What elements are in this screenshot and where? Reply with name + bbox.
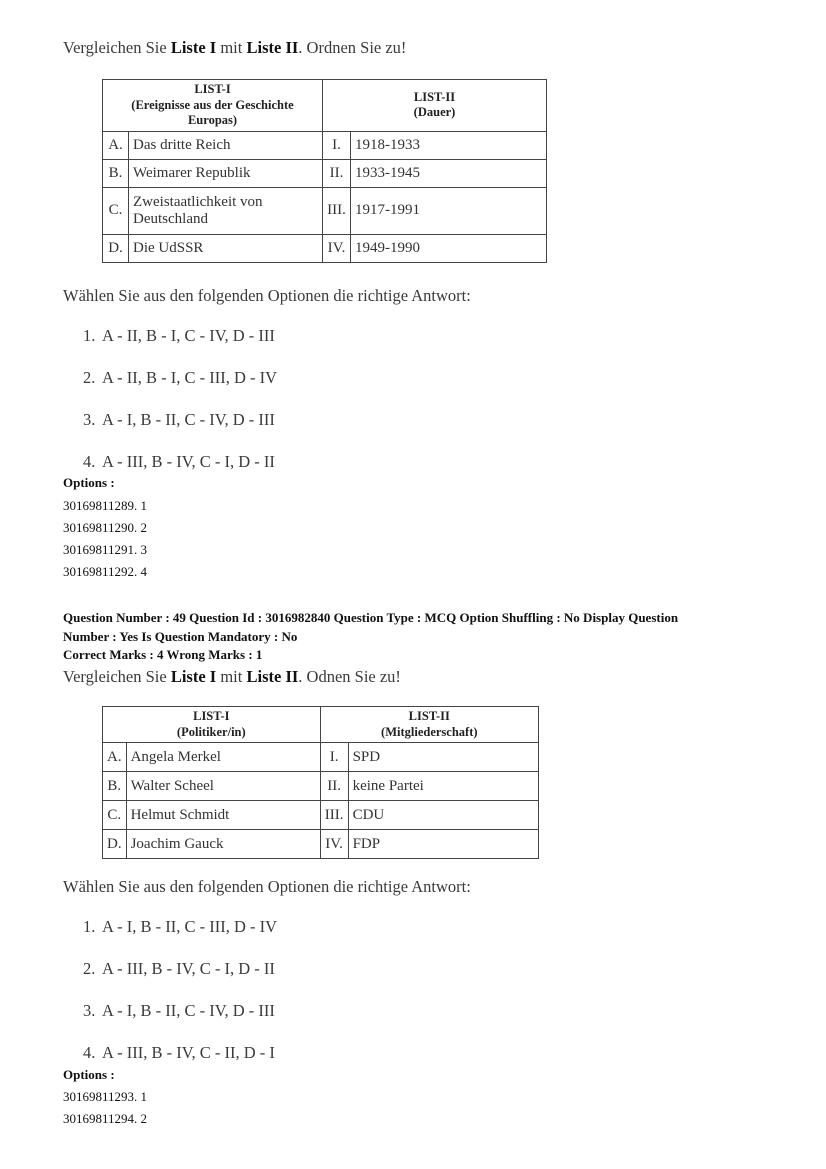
- option-id: 30169811294. 2: [63, 1111, 148, 1126]
- table-header-row: [103, 707, 539, 743]
- q49-prompt: [63, 667, 401, 687]
- option-id: 30169811289. 1: [63, 498, 148, 513]
- prompt-list1: Liste I: [170, 38, 217, 57]
- table-row: B. Weimarer Republik II. 1933-1945: [103, 159, 547, 187]
- list1-header: LIST-I (Ereignisse aus der Geschichte Europas): [103, 80, 323, 132]
- prompt-list2: Liste II: [246, 667, 299, 686]
- table-row: A. Das dritte Reich I. 1918-1933: [103, 131, 547, 159]
- prompt-list2: Liste II: [246, 38, 299, 57]
- answer-option: 1. A - I, B - II, C - III, D - IV: [83, 917, 278, 936]
- answer-option: 1. A - II, B - I, C - IV, D - III: [83, 326, 275, 345]
- q48-match-table: [102, 79, 547, 263]
- list2-header: LIST-II (Dauer): [323, 80, 547, 132]
- option-id: 30169811290. 2: [63, 520, 148, 535]
- prompt-text: Vergleichen Sie: [63, 38, 171, 57]
- table-row: D. Die UdSSR IV. 1949-1990: [103, 234, 547, 262]
- prompt-text: mit: [216, 38, 247, 57]
- prompt-text: Vergleichen Sie: [63, 667, 171, 686]
- options-label: Options :: [63, 475, 115, 490]
- q49-choose-text: Wählen Sie aus den folgenden Optionen die richtige Antwort:: [63, 877, 471, 896]
- table-row: A. Angela Merkel I. SPD: [103, 743, 539, 772]
- q49-match-table: [102, 706, 539, 859]
- list1-header: LIST-I (Politiker/in): [103, 707, 321, 743]
- option-id: 30169811292. 4: [63, 564, 148, 579]
- table-row: D. Joachim Gauck IV. FDP: [103, 830, 539, 859]
- q48-choose-text: Wählen Sie aus den folgenden Optionen die richtige Antwort:: [63, 286, 471, 305]
- list2-header: LIST-II (Mitgliederschaft): [320, 707, 538, 743]
- answer-option: 2. A - III, B - IV, C - I, D - II: [83, 959, 275, 978]
- prompt-text: . Ordnen Sie zu!: [298, 38, 407, 57]
- table-row: C. Helmut Schmidt III. CDU: [103, 801, 539, 830]
- answer-option: 3. A - I, B - II, C - IV, D - III: [83, 1001, 275, 1020]
- table-row: C. Zweistaatlichkeit von Deutschland III. 1917-1991: [103, 187, 547, 234]
- table-header-row: [103, 80, 547, 132]
- option-id: 30169811293. 1: [63, 1089, 148, 1104]
- table-row: B. Walter Scheel II. keine Partei: [103, 772, 539, 801]
- prompt-text: mit: [216, 667, 247, 686]
- prompt-text: . Odnen Sie zu!: [298, 667, 401, 686]
- answer-option: 4. A - III, B - IV, C - II, D - I: [83, 1043, 275, 1062]
- option-id: 30169811291. 3: [63, 542, 148, 557]
- answer-option: 2. A - II, B - I, C - III, D - IV: [83, 368, 278, 387]
- options-label: Options :: [63, 1067, 115, 1082]
- answer-option: 3. A - I, B - II, C - IV, D - III: [83, 410, 275, 429]
- answer-option: 4. A - III, B - IV, C - I, D - II: [83, 452, 275, 471]
- q48-prompt: [63, 38, 406, 58]
- q49-meta: Question Number : 49 Question Id : 3016982840 Question Type : MCQ Option Shuffling : No Display Question Number : Yes Is Question Mandatory : No Correct Marks : 4 Wrong Marks : 1: [63, 610, 679, 662]
- prompt-list1: Liste I: [170, 667, 217, 686]
